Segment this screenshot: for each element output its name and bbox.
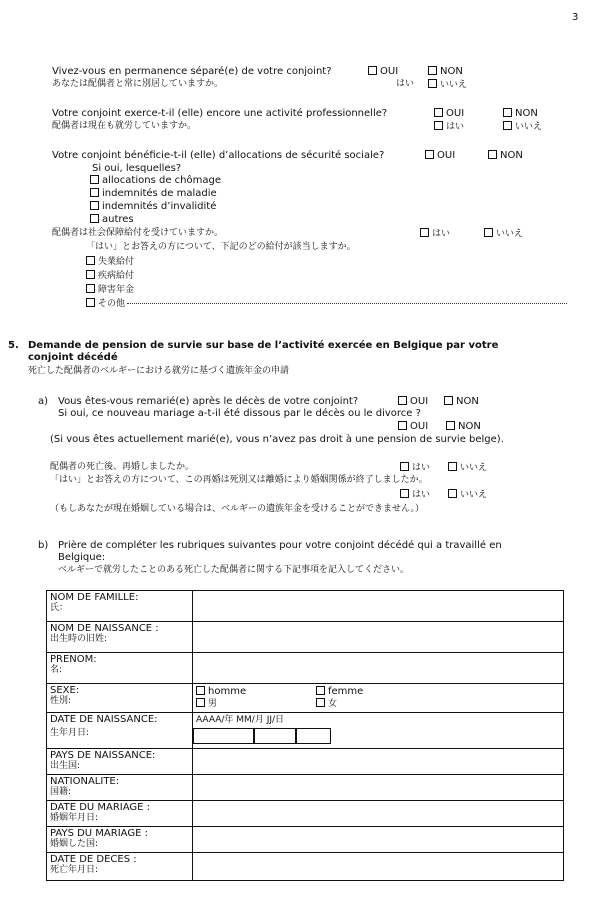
sex-option-female-jp[interactable]: 女 (316, 698, 337, 710)
option-hai[interactable]: はい (400, 489, 430, 501)
question-allowances: Votre conjoint bénéficie-t-il (elle) d’allocations de sécurité sociale? (52, 150, 385, 161)
birth-country-input[interactable] (193, 749, 564, 775)
option-iie[interactable]: いいえ (448, 489, 487, 501)
allowance-option-maladie[interactable]: indemnités de maladie (90, 188, 217, 200)
fill-in-line[interactable] (127, 303, 567, 304)
death-date-input[interactable] (193, 853, 564, 881)
checkbox[interactable] (196, 698, 205, 707)
question-jp: 配偶者は現在も就労していますか。 (52, 121, 197, 131)
checkbox[interactable] (400, 489, 409, 498)
allowance-option-jp-2[interactable]: 疾病給付 (86, 270, 134, 282)
date-format: AAAA/年 MM/月 JJ/日 (196, 715, 285, 725)
nationality-input[interactable] (193, 775, 564, 801)
checkbox[interactable] (90, 201, 99, 210)
if-yes-label: Si oui, lesquelles? (92, 163, 182, 174)
checkbox[interactable] (86, 298, 95, 307)
sex-field (193, 684, 564, 713)
item-b-label: b) (38, 540, 49, 551)
checkbox[interactable] (316, 686, 325, 695)
row-label: SEXE: 性別: (47, 684, 193, 713)
option-non[interactable]: NON (503, 108, 538, 120)
checkbox[interactable] (448, 462, 457, 471)
row-label: NOM DE FAMILLE: 氏： (47, 591, 193, 622)
option-non[interactable]: NON (446, 421, 481, 433)
option-non[interactable]: NON (444, 396, 479, 408)
option-non[interactable]: NON (428, 66, 463, 78)
checkbox[interactable] (398, 421, 407, 430)
table-row (47, 801, 564, 827)
row-label: PAYS DE NAISSANCE: 出生国: (47, 749, 193, 775)
instruction-jp: ベルギーで就労したことのある死亡した配偶者に関する下記事項を記入してください。 (58, 565, 410, 575)
checkbox[interactable] (90, 214, 99, 223)
checkbox[interactable] (428, 66, 437, 75)
table-row (47, 591, 564, 622)
table-row (47, 713, 564, 749)
section-title-line-2: conjoint décédé (28, 352, 118, 363)
section-number: 5. (8, 340, 19, 351)
page-number: 3 (572, 12, 579, 23)
option-oui[interactable]: OUI (398, 421, 428, 433)
table-row (47, 653, 564, 684)
checkbox[interactable] (86, 256, 95, 265)
note-remarried-jp: （もしあなたが現在婚姻している場合は、ベルギーの遺族年金を受けることができません。） (50, 504, 425, 514)
question-jp: 配偶者は社会保障給付を受けていますか。 (52, 228, 224, 238)
checkbox[interactable] (428, 79, 437, 88)
option-hai[interactable]: はい (434, 121, 464, 133)
row-label: DATE DE NAISSANCE: 生年月日: (47, 713, 193, 749)
table-row (47, 775, 564, 801)
table-row (47, 827, 564, 853)
option-oui[interactable]: OUI (398, 396, 428, 408)
option-hai-label: はい (396, 79, 415, 89)
option-hai[interactable]: はい (420, 228, 450, 240)
first-name-input[interactable] (193, 653, 564, 684)
allowance-option-autres[interactable]: autres (90, 214, 134, 226)
row-label: PAYS DU MARIAGE : 婚姻した国: (47, 827, 193, 853)
allowance-option-jp-3[interactable]: 障害年金 (86, 284, 134, 296)
instruction-line-2: Belgique: (58, 552, 106, 563)
table-row (47, 749, 564, 775)
checkbox[interactable] (90, 188, 99, 197)
checkbox[interactable] (448, 489, 457, 498)
allowance-option-jp-4[interactable]: その他 (86, 298, 567, 310)
row-label: PRENOM: 名: (47, 653, 193, 684)
checkbox[interactable] (425, 150, 434, 159)
row-label: DATE DE DECES : 死亡年月日: (47, 853, 193, 881)
allowance-option-chomage[interactable]: allocations de chômage (90, 175, 221, 187)
checkbox[interactable] (503, 121, 512, 130)
checkbox[interactable] (196, 686, 205, 695)
checkbox[interactable] (420, 228, 429, 237)
section-title-jp: 死亡した配偶者のベルギーにおける就労に基づく遺族年金の申請 (28, 366, 290, 376)
remarried-question: Vous êtes-vous remarié(e) après le décès de votre conjoint? (58, 396, 359, 407)
remarried-question-jp: 配偶者の死亡後、再婚しましたか。 (50, 462, 195, 472)
section-title-line-1: Demande de pension de survie sur base de l’activité exercée en Belgique par votre (28, 340, 499, 351)
question-separated (52, 66, 332, 78)
checkbox[interactable] (434, 121, 443, 130)
sex-option-male[interactable]: homme (196, 686, 246, 697)
table-row (47, 622, 564, 653)
checkbox[interactable] (86, 270, 95, 279)
allowance-option-invalidite[interactable]: indemnités d’invalidité (90, 201, 216, 213)
question-jp: あなたは配偶者と常に別居していますか。 (52, 79, 224, 89)
year-input[interactable] (193, 728, 255, 744)
row-label: DATE DU MARIAGE : 婚姻年月日: (47, 801, 193, 827)
checkbox[interactable] (86, 284, 95, 293)
sex-option-male-jp[interactable]: 男 (196, 698, 217, 710)
question-working: Votre conjoint exerce-t-il (elle) encore une activité professionnelle? (52, 108, 388, 119)
item-a-label: a) (38, 396, 49, 407)
checkbox[interactable] (488, 150, 497, 159)
allowance-option-jp-1[interactable]: 失業給付 (86, 256, 134, 268)
option-iie[interactable]: いいえ (428, 79, 467, 91)
option-iie[interactable]: いいえ (484, 228, 523, 240)
month-input[interactable] (253, 728, 297, 744)
table-row (47, 853, 564, 881)
marriage-date-input[interactable] (193, 801, 564, 827)
deceased-spouse-table (46, 590, 564, 881)
checkbox[interactable] (434, 108, 443, 117)
question-text: Vivez-vous en permanence séparé(e) de votre conjoint? (52, 66, 332, 77)
sex-option-female[interactable]: femme (316, 686, 363, 697)
option-iie[interactable]: いいえ (448, 462, 487, 474)
option-iie[interactable]: いいえ (503, 121, 542, 133)
birth-name-input[interactable] (193, 622, 564, 653)
checkbox[interactable] (398, 396, 407, 405)
option-oui[interactable]: OUI (434, 108, 464, 120)
checkbox[interactable] (503, 108, 512, 117)
note-remarried: (Si vous êtes actuellement marié(e), vous n’avez pas droit à une pension de survie belge). (50, 434, 504, 445)
row-label: NOM DE NAISSANCE : 出生時の旧姓: (47, 622, 193, 653)
checkbox[interactable] (484, 228, 493, 237)
checkbox[interactable] (444, 396, 453, 405)
checkbox[interactable] (316, 698, 325, 707)
day-input[interactable] (295, 728, 331, 744)
table-row (47, 684, 564, 713)
birth-date-field (193, 713, 564, 749)
option-oui[interactable]: OUI (368, 66, 398, 78)
checkbox[interactable] (368, 66, 377, 75)
if-yes-jp: 「はい」とお答えの方について、下記のどの給付が該当しますか。 (86, 242, 356, 252)
checkbox[interactable] (446, 421, 455, 430)
marriage-country-input[interactable] (193, 827, 564, 853)
option-hai[interactable]: はい (400, 462, 430, 474)
option-oui[interactable]: OUI (425, 150, 455, 162)
dissolved-question: Si oui, ce nouveau mariage a-t-il été dissous par le décès ou le divorce ? (58, 408, 421, 419)
checkbox[interactable] (90, 175, 99, 184)
checkbox[interactable] (400, 462, 409, 471)
dissolved-question-jp: 「はい」とお答えの方について、この再婚は死別又は離婚により婚姻関係が終了しましたか。 (50, 475, 428, 485)
instruction-line-1: Prière de compléter les rubriques suivantes pour votre conjoint décédé qui a travaillé en (58, 540, 502, 551)
surname-input[interactable] (193, 591, 564, 622)
option-non[interactable]: NON (488, 150, 523, 162)
row-label: NATIONALITE: 国籍: (47, 775, 193, 801)
